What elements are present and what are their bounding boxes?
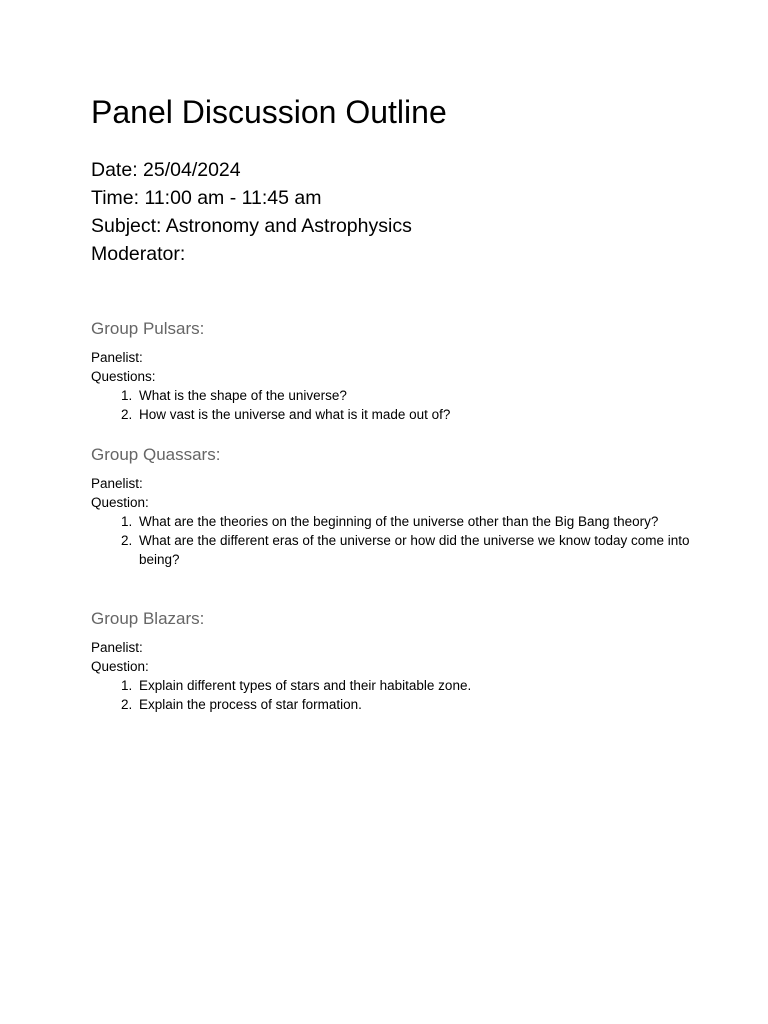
subject-line: Subject: Astronomy and Astrophysics: [91, 215, 412, 237]
questions-list: [91, 512, 691, 569]
questions-label: Question:: [91, 659, 149, 674]
panelist-label: Panelist:: [91, 640, 143, 655]
time-line: Time: 11:00 am - 11:45 am: [91, 187, 322, 209]
question-item: 1. What is the shape of the universe?: [136, 386, 691, 405]
moderator-line: Moderator:: [91, 243, 186, 265]
questions-label: Question:: [91, 495, 149, 510]
question-item: 2. What are the different eras of the universe or how did the universe we know today come into being?: [136, 531, 691, 569]
group-quassars: [91, 444, 691, 569]
group-pulsars: [91, 318, 691, 424]
questions-list: [91, 676, 691, 714]
questions-label: Questions:: [91, 369, 156, 384]
question-item: 2. How vast is the universe and what is it made out of?: [136, 405, 691, 424]
question-item: 2. Explain the process of star formation.: [136, 695, 691, 714]
questions-list: [91, 386, 691, 424]
document-content: [91, 92, 691, 714]
panelist-label: Panelist:: [91, 350, 143, 365]
date-line: Date: 25/04/2024: [91, 159, 241, 181]
group-title: Group Blazars:: [91, 609, 205, 628]
question-item: 1. What are the theories on the beginning of the universe other than the Big Bang theory?: [136, 512, 691, 531]
question-item: 1. Explain different types of stars and their habitable zone.: [136, 676, 691, 695]
group-title: Group Pulsars:: [91, 319, 205, 338]
group-title: Group Quassars:: [91, 445, 221, 464]
page-title: Panel Discussion Outline: [91, 94, 447, 130]
panelist-label: Panelist:: [91, 476, 143, 491]
group-blazars: [91, 608, 691, 714]
meta-block: [91, 156, 691, 268]
